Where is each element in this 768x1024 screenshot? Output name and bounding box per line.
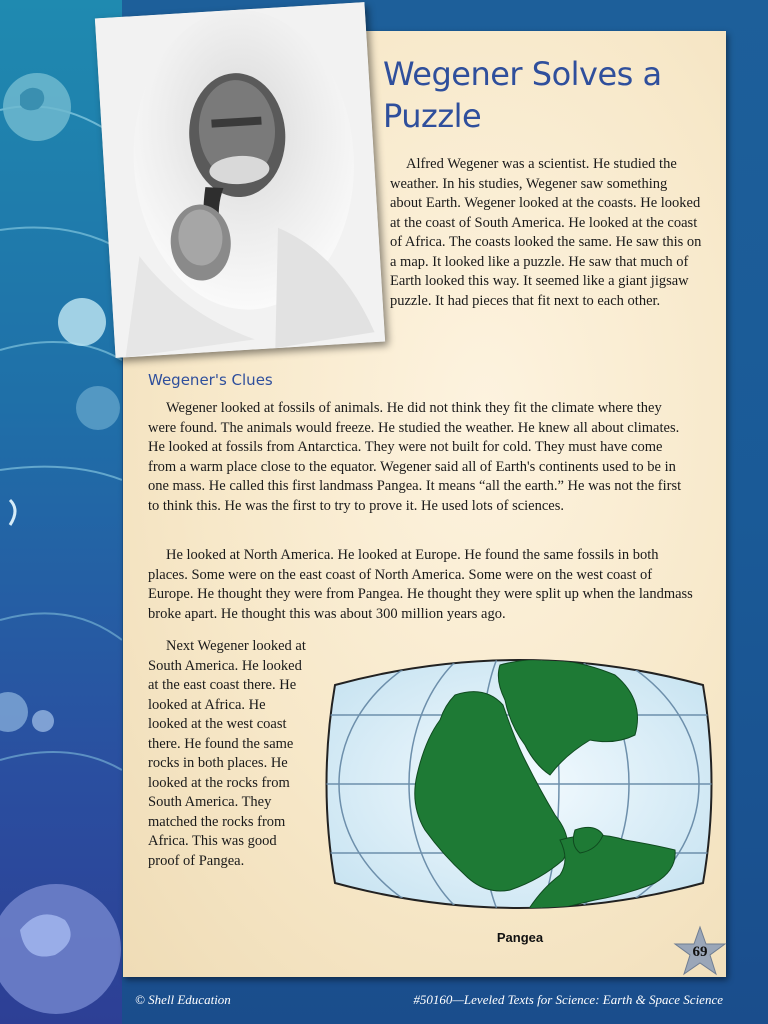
footer-copyright: © Shell Education <box>135 992 231 1007</box>
section-heading: Wegener's Clues <box>148 371 273 389</box>
pangea-map <box>325 645 713 923</box>
intro-paragraph: Alfred Wegener was a scientist. He studied the weather. In his studies, Wegener saw something about Earth. Wegener looked at the coasts. He looked at the coast of South America. He looked at the coast of Africa. The coasts looked the same. He saw this on a map. It looked like a puzzle. He saw that much of Earth looked this way. It seemed like a giant jigsaw puzzle. It had pieces that fit next to each other. <box>390 156 702 309</box>
page-title: Wegener Solves a Puzzle <box>383 55 662 135</box>
page-number: 69 <box>692 944 708 960</box>
footer-book-title: #50160—Leveled Texts for Science: Earth & Space Science <box>413 992 723 1007</box>
scientist-portrait-photo <box>95 2 385 358</box>
body-paragraph-2: He looked at North America. He looked at Europe. He found the same fossils in both places. Some were on the east coast of North America. Some were on the west coast of Europe. He thought they were from Pangea. He thought they were split up when the landmass broke apart. He thought this was about 300 million years ago. <box>148 547 693 622</box>
pangea-map-icon <box>325 645 713 923</box>
scientist-portrait-icon <box>95 2 385 358</box>
body-paragraph-3: Next Wegener looked at South America. He looked at the east coast there. He looked at Africa. He looked at the west coast there. He found the same rocks in both places. He looked at the rocks from South America. They matched the rocks from Africa. This was good proof of Pangea. <box>148 638 306 869</box>
map-caption: Pangea <box>496 930 544 945</box>
body-paragraph-1: Wegener looked at fossils of animals. He did not think they fit the climate where they were found. The animals would freeze. He studied the weather. He knew all about climates. He looked at fossils from Antarctica. They were not built for cold. They must have come from a warm place close to the equator. Wegener said all of Earth's continents used to be in one mass. He called this first landmass Pangea. It means “all the earth.” He was not the first to think this. He was the first to try to prove it. He used lots of sciences. <box>148 400 682 514</box>
